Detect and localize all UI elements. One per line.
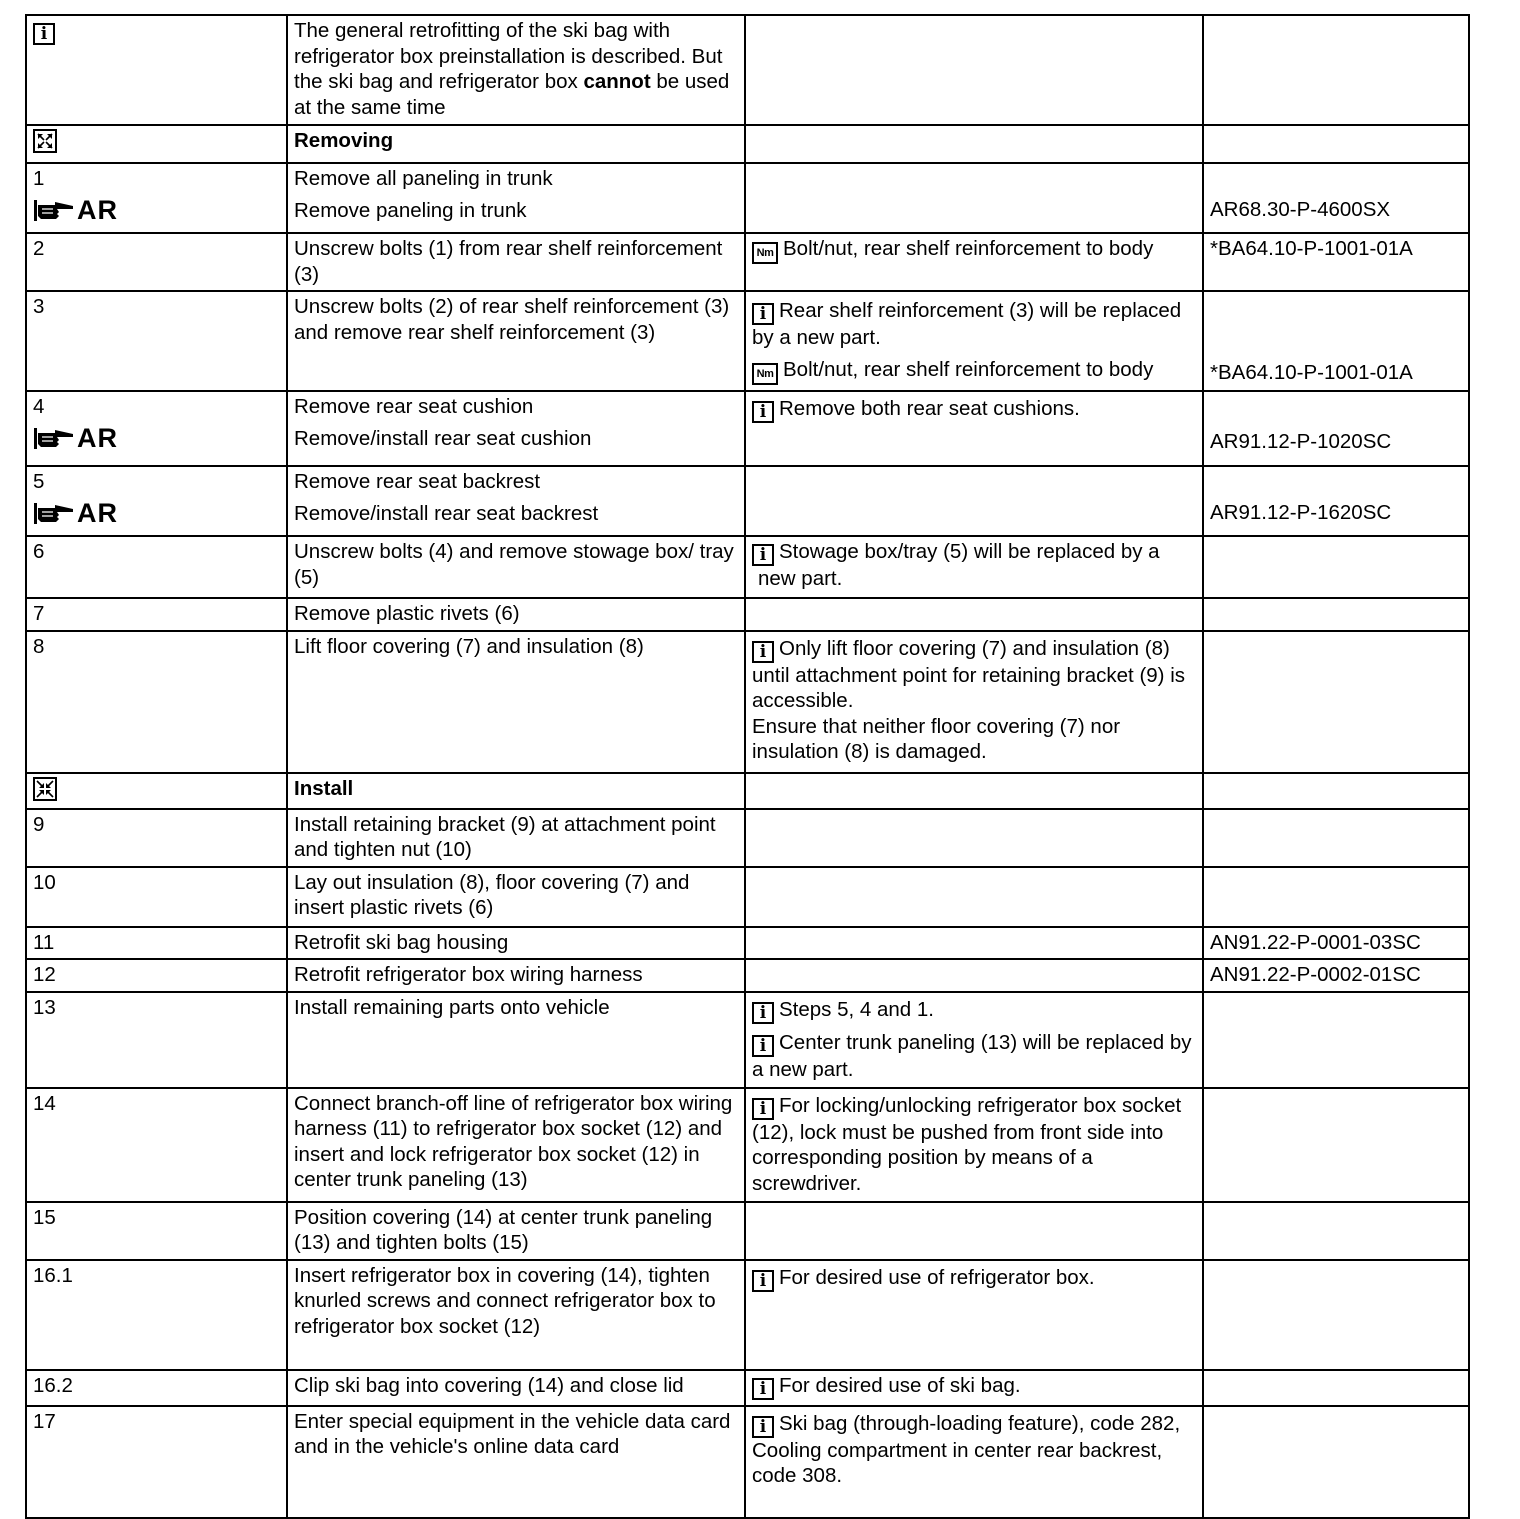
section-title-removing: Removing: [287, 125, 745, 163]
step-sub-action: Remove/install rear seat cushion: [294, 426, 592, 450]
info-note: For desired use of refrigerator box.: [779, 1265, 1095, 1289]
info-note: Center trunk paneling (13) will be replaced by a new part.: [752, 1030, 1192, 1081]
info-icon: i: [752, 1270, 774, 1292]
step-number: 3: [26, 291, 287, 391]
step-action: Retrofit refrigerator box wiring harness: [287, 959, 745, 992]
document-reference[interactable]: AR91.12-P-1620SC: [1210, 501, 1392, 524]
step-number: 17: [26, 1406, 287, 1518]
info-note-continued: new part.: [758, 567, 843, 590]
step-action: Remove rear seat cushion: [294, 395, 534, 418]
step-sub-action: Remove paneling in trunk: [294, 198, 527, 222]
info-icon: i: [752, 1098, 774, 1120]
document-reference[interactable]: *BA64.10-P-1001-01A: [1210, 361, 1413, 384]
info-icon: i: [752, 544, 774, 566]
step-action: Remove rear seat backrest: [294, 470, 541, 493]
info-icon: i: [752, 1035, 774, 1057]
info-icon: i: [752, 303, 774, 325]
step-action: Position covering (14) at center trunk paneling (13) and tighten bolts (15): [287, 1202, 745, 1260]
step-number: 14: [26, 1088, 287, 1202]
step-sub-action: Remove/install rear seat backrest: [294, 501, 599, 525]
step-action: Lay out insulation (8), floor covering (7) and insert plastic rivets (6): [287, 867, 745, 927]
table-row: [26, 809, 1469, 867]
ar-reference-icon: AR: [33, 499, 118, 527]
table-row: [26, 867, 1469, 927]
step-action: Install remaining parts onto vehicle: [287, 992, 745, 1088]
intro-text: The general retrofitting of the ski bag with refrigerator box preinstallation is described. But the ski bag and refrigerator box cannot be used at the same time: [287, 15, 745, 125]
step-action: Lift floor covering (7) and insulation (8): [287, 631, 745, 773]
info-icon: i: [752, 1378, 774, 1400]
torque-note: Bolt/nut, rear shelf reinforcement to body: [783, 237, 1154, 260]
table-row: [26, 1260, 1469, 1370]
step-number: 8: [26, 631, 287, 773]
document-reference[interactable]: AN91.22-P-0001-03SC: [1203, 927, 1469, 960]
section-header-install: [26, 773, 1469, 809]
step-number: 9: [26, 809, 287, 867]
torque-note: Bolt/nut, rear shelf reinforcement to body: [783, 357, 1154, 381]
info-note-extra: Ensure that neither floor covering (7) nor insulation (8) is damaged.: [752, 714, 1121, 763]
step-number: 13: [26, 992, 287, 1088]
section-title-install: Install: [287, 773, 745, 809]
section-header-removing: [26, 125, 1469, 163]
step-number: 2: [26, 233, 287, 291]
info-note: Stowage box/tray (5) will be replaced by a: [779, 540, 1160, 563]
step-action: Remove plastic rivets (6): [287, 598, 745, 631]
table-row: [26, 391, 1469, 466]
step-number: 16.1: [26, 1260, 287, 1370]
info-icon: i: [752, 641, 774, 663]
step-number: 5: [33, 470, 45, 493]
ar-reference-icon: AR: [33, 424, 118, 452]
table-row: [26, 1202, 1469, 1260]
step-action: Connect branch-off line of refrigerator box wiring harness (11) to refrigerator box socket (12) and insert and lock refrigerator box socket (12) in center trunk paneling (13): [287, 1088, 745, 1202]
info-note: Steps 5, 4 and 1.: [779, 997, 935, 1021]
info-note: For locking/unlocking refrigerator box socket (12), lock must be pushed from front side into corresponding position by means of a screwdriver.: [752, 1093, 1182, 1195]
table-row: [26, 927, 1469, 960]
table-row: [26, 1370, 1469, 1406]
info-note-extra: Cooling compartment in center rear backrest, code 308.: [752, 1438, 1163, 1487]
step-number: 10: [26, 867, 287, 927]
table-row: [26, 466, 1469, 536]
document-reference[interactable]: AR68.30-P-4600SX: [1210, 198, 1391, 221]
info-note: For desired use of ski bag.: [779, 1373, 1021, 1397]
step-number: 15: [26, 1202, 287, 1260]
step-action: Remove all paneling in trunk: [294, 167, 553, 190]
document-reference[interactable]: AN91.22-P-0002-01SC: [1203, 959, 1469, 992]
torque-nm-icon: Nm: [752, 363, 778, 385]
document-reference[interactable]: AR91.12-P-1020SC: [1210, 430, 1392, 453]
step-number: 11: [26, 927, 287, 960]
expand-arrows-icon: [33, 129, 57, 153]
info-icon: i: [33, 23, 55, 45]
step-action: Retrofit ski bag housing: [287, 927, 745, 960]
info-note: Ski bag (through-loading feature), code 282,: [779, 1411, 1181, 1435]
step-action: Clip ski bag into covering (14) and close lid: [287, 1370, 745, 1406]
table-row: [26, 536, 1469, 598]
info-note: Rear shelf reinforcement (3) will be replaced by a new part.: [752, 299, 1182, 349]
step-action: Insert refrigerator box in covering (14), tighten knurled screws and connect refrigerator box to refrigerator box socket (12): [287, 1260, 745, 1370]
torque-nm-icon: Nm: [752, 242, 778, 264]
step-action: Unscrew bolts (1) from rear shelf reinforcement (3): [287, 233, 745, 291]
step-number: 12: [26, 959, 287, 992]
step-action: Unscrew bolts (4) and remove stowage box/ tray (5): [287, 536, 745, 598]
step-number: 1: [33, 167, 45, 190]
table-row: [26, 959, 1469, 992]
step-number: 16.2: [26, 1370, 287, 1406]
info-icon: i: [752, 401, 774, 423]
info-note: Remove both rear seat cushions.: [779, 397, 1080, 420]
step-action: Unscrew bolts (2) of rear shelf reinforcement (3) and remove rear shelf reinforcement (3): [287, 291, 745, 391]
step-number: 4: [33, 395, 45, 418]
table-row: [26, 1406, 1469, 1518]
document-reference[interactable]: *BA64.10-P-1001-01A: [1203, 233, 1469, 291]
ar-reference-icon: AR: [33, 196, 118, 224]
table-row: [26, 598, 1469, 631]
table-row: [26, 992, 1469, 1088]
table-row: [26, 1088, 1469, 1202]
table-row: [26, 233, 1469, 291]
collapse-arrows-icon: [33, 777, 57, 801]
step-action: Install retaining bracket (9) at attachment point and tighten nut (10): [287, 809, 745, 867]
info-icon: i: [752, 1416, 774, 1438]
info-note: Only lift floor covering (7) and insulation (8) until attachment point for retaining bracket (9) is accessible.: [752, 636, 1185, 712]
table-row: [26, 291, 1469, 391]
table-row: [26, 631, 1469, 773]
step-action: Enter special equipment in the vehicle data card and in the vehicle's online data card: [287, 1406, 745, 1518]
step-number: 6: [26, 536, 287, 598]
step-number: 7: [26, 598, 287, 631]
procedure-table: [25, 14, 1470, 1519]
info-icon: i: [752, 1002, 774, 1024]
table-row: [26, 15, 1469, 125]
table-row: [26, 163, 1469, 233]
